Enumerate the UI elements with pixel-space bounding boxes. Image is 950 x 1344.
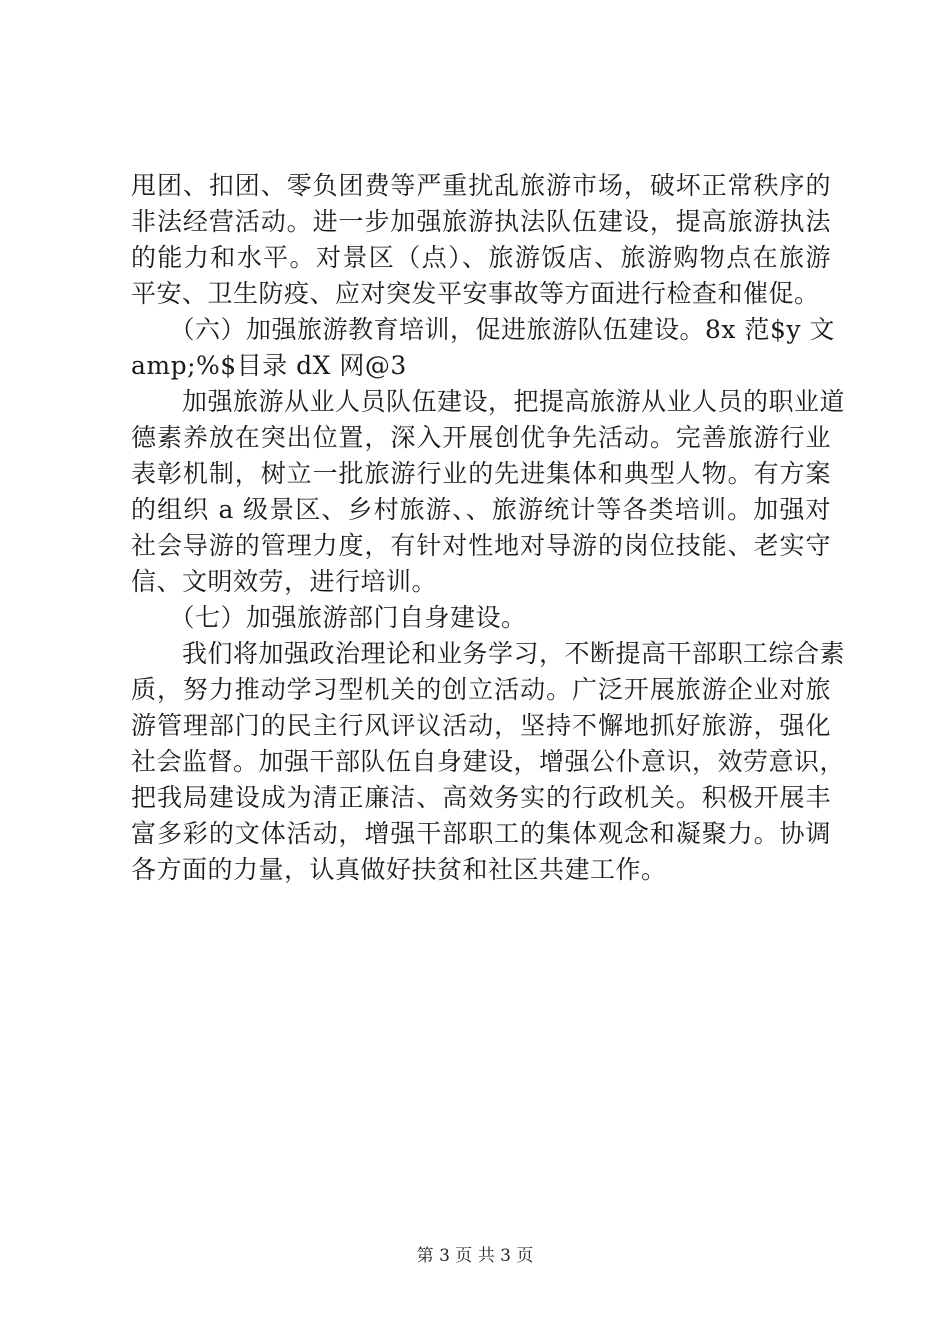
text-line: 表彰机制，树立一批旅游行业的先进集体和典型人物。有方案	[131, 459, 831, 488]
section-heading-line: （六）加强旅游教育培训，促进旅游队伍建设。8x 范$y 文	[131, 315, 835, 344]
text-line: 社会监督。加强干部队伍自身建设，增强公仆意识，效劳意识，	[131, 747, 846, 776]
text-line: 平安、卫生防疫、应对突发平安事故等方面进行检查和催促。	[131, 279, 820, 308]
text-line: 信、文明效劳，进行培训。	[131, 567, 438, 596]
text-line: 质，努力推动学习型机关的创立活动。广泛开展旅游企业对旅	[131, 675, 831, 704]
text-line: 富多彩的文体活动，增强干部职工的集体观念和凝聚力。协调	[131, 819, 831, 848]
section-heading-line: （七）加强旅游部门自身建设。	[131, 603, 527, 632]
text-line: 非法经营活动。进一步加强旅游执法队伍建设，提高旅游执法	[131, 207, 831, 236]
text-line: 我们将加强政治理论和业务学习，不断提高干部职工综合素	[131, 639, 846, 668]
document-body	[131, 168, 846, 888]
text-line: 的组织 a 级景区、乡村旅游、、旅游统计等各类培训。加强对	[131, 495, 831, 524]
text-line: 把我局建设成为清正廉洁、高效务实的行政机关。积极开展丰	[131, 783, 831, 812]
text-line: 各方面的力量，认真做好扶贫和社区共建工作。	[131, 855, 667, 884]
text-line: 加强旅游从业人员队伍建设，把提高旅游从业人员的职业道	[131, 387, 846, 416]
text-line: amp;%$目录 dX 网@3	[131, 351, 407, 380]
text-line: 游管理部门的民主行风评议活动，坚持不懈地抓好旅游，强化	[131, 711, 831, 740]
text-line: 甩团、扣团、零负团费等严重扰乱旅游市场，破坏正常秩序的	[131, 171, 831, 200]
page-footer: 第 3 页 共 3 页	[416, 1246, 534, 1266]
text-line: 德素养放在突出位置，深入开展创优争先活动。完善旅游行业	[131, 423, 831, 452]
text-line: 的能力和水平。对景区（点）、旅游饭店、旅游购物点在旅游	[131, 243, 831, 272]
text-line: 社会导游的管理力度，有针对性地对导游的岗位技能、老实守	[131, 531, 831, 560]
